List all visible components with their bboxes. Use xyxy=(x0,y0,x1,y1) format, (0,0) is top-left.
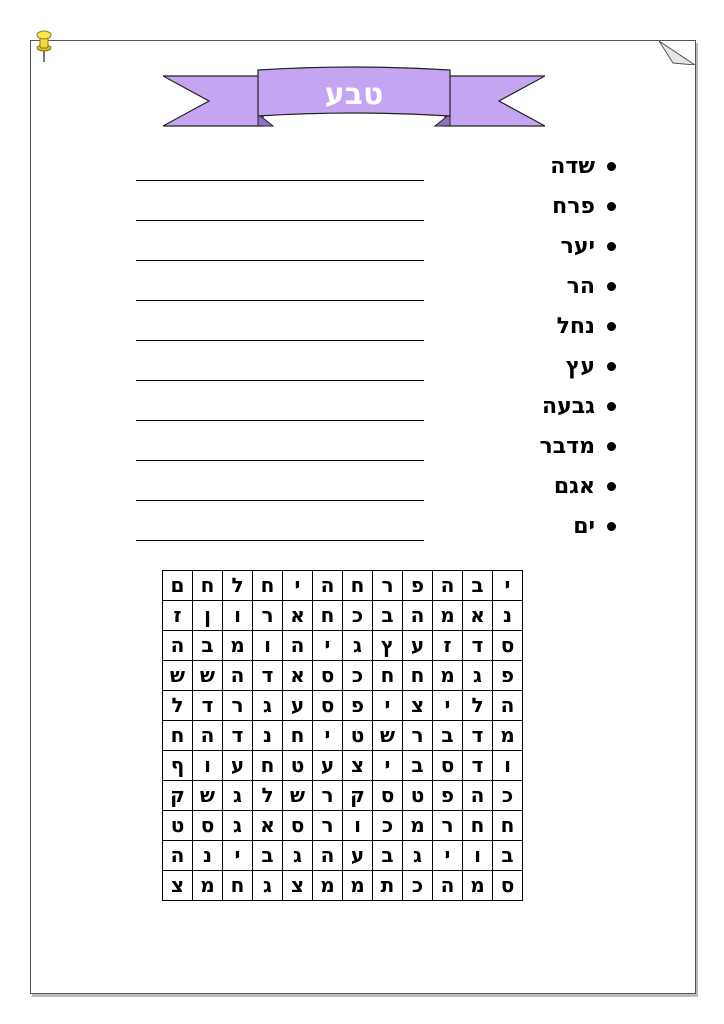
grid-cell[interactable]: ר xyxy=(253,601,283,631)
word-item xyxy=(416,506,616,546)
word-item xyxy=(416,186,616,226)
bullet-icon xyxy=(607,242,616,251)
grid-cell[interactable]: ה xyxy=(493,691,523,721)
grid-cell[interactable]: ד xyxy=(253,661,283,691)
answer-line[interactable] xyxy=(136,146,424,186)
grid-cell[interactable]: ח xyxy=(193,571,223,601)
grid-cell[interactable]: צ xyxy=(343,751,373,781)
grid-cell[interactable]: מ xyxy=(433,661,463,691)
word-item xyxy=(416,226,616,266)
grid-cell[interactable]: ח xyxy=(403,661,433,691)
grid-row xyxy=(163,661,523,691)
grid-cell[interactable]: מ xyxy=(343,871,373,901)
answer-line[interactable] xyxy=(136,266,424,306)
grid-cell[interactable]: ח xyxy=(253,751,283,781)
grid-cell[interactable]: ג xyxy=(253,691,283,721)
word-item xyxy=(416,146,616,186)
grid-cell[interactable]: ג xyxy=(343,631,373,661)
grid-cell[interactable]: ט xyxy=(283,751,313,781)
grid-cell[interactable]: ג xyxy=(463,661,493,691)
grid-cell[interactable]: ב xyxy=(403,751,433,781)
grid-cell[interactable]: ח xyxy=(163,721,193,751)
answer-line[interactable] xyxy=(136,226,424,266)
grid-cell[interactable]: ה xyxy=(433,571,463,601)
grid-cell[interactable]: ק xyxy=(163,781,193,811)
bullet-icon xyxy=(607,482,616,491)
grid-row xyxy=(163,811,523,841)
grid-cell[interactable]: ד xyxy=(463,721,493,751)
grid-cell[interactable]: א xyxy=(463,601,493,631)
grid-cell[interactable]: ח xyxy=(493,811,523,841)
grid-cell[interactable]: ח xyxy=(283,721,313,751)
grid-cell[interactable]: י xyxy=(433,691,463,721)
grid-cell[interactable]: ח xyxy=(313,601,343,631)
grid-cell[interactable]: ג xyxy=(403,841,433,871)
grid-cell[interactable]: ע xyxy=(313,751,343,781)
grid-cell[interactable]: ו xyxy=(343,811,373,841)
answer-line[interactable] xyxy=(136,346,424,386)
word-label: ים xyxy=(573,513,595,539)
word-item xyxy=(416,266,616,306)
grid-cell[interactable]: ה xyxy=(163,631,193,661)
grid-row xyxy=(163,841,523,871)
grid-row xyxy=(163,781,523,811)
grid-cell[interactable]: נ xyxy=(193,841,223,871)
grid-cell[interactable]: ה xyxy=(223,661,253,691)
grid-cell[interactable]: ז xyxy=(433,631,463,661)
bullet-icon xyxy=(607,362,616,371)
grid-cell[interactable]: ל xyxy=(253,781,283,811)
grid-cell[interactable]: פ xyxy=(343,691,373,721)
bullet-icon xyxy=(607,442,616,451)
grid-cell[interactable]: ס xyxy=(313,691,343,721)
grid-cell[interactable]: י xyxy=(433,841,463,871)
grid-cell[interactable]: פ xyxy=(493,661,523,691)
grid-cell[interactable]: צ xyxy=(403,691,433,721)
grid-cell[interactable]: י xyxy=(283,571,313,601)
grid-cell[interactable]: צ xyxy=(283,871,313,901)
grid-cell[interactable]: י xyxy=(223,841,253,871)
grid-cell[interactable]: א xyxy=(283,661,313,691)
grid-cell[interactable]: פ xyxy=(433,781,463,811)
grid-cell[interactable]: ב xyxy=(433,721,463,751)
grid-cell[interactable]: א xyxy=(253,811,283,841)
grid-cell[interactable]: ו xyxy=(493,751,523,781)
grid-row xyxy=(163,721,523,751)
grid-cell[interactable]: ן xyxy=(193,601,223,631)
grid-cell[interactable]: ץ xyxy=(373,631,403,661)
answer-line[interactable] xyxy=(136,306,424,346)
grid-cell[interactable]: ל xyxy=(223,571,253,601)
grid-cell[interactable]: י xyxy=(313,631,343,661)
grid-cell[interactable]: ש xyxy=(193,661,223,691)
grid-row xyxy=(163,631,523,661)
grid-cell[interactable]: ר xyxy=(373,571,403,601)
word-label: גבעה xyxy=(541,393,595,419)
grid-cell[interactable]: ד xyxy=(463,631,493,661)
grid-cell[interactable]: מ xyxy=(193,871,223,901)
word-item xyxy=(416,346,616,386)
grid-cell[interactable]: ס xyxy=(283,811,313,841)
word-item xyxy=(416,466,616,506)
grid-cell[interactable]: ג xyxy=(223,781,253,811)
grid-cell[interactable]: מ xyxy=(433,601,463,631)
bullet-icon xyxy=(607,202,616,211)
grid-cell[interactable]: ג xyxy=(253,871,283,901)
grid-cell[interactable]: ר xyxy=(433,811,463,841)
grid-cell[interactable]: ע xyxy=(403,631,433,661)
grid-cell[interactable]: ם xyxy=(163,571,193,601)
grid-cell[interactable]: ו xyxy=(463,841,493,871)
grid-cell[interactable]: ר xyxy=(223,691,253,721)
grid-cell[interactable]: ט xyxy=(403,781,433,811)
word-label: שדה xyxy=(550,153,595,179)
push-pin-icon xyxy=(34,28,54,64)
grid-cell[interactable]: כ xyxy=(493,781,523,811)
grid-cell[interactable]: ט xyxy=(163,811,193,841)
grid-row xyxy=(163,691,523,721)
word-label: הר xyxy=(566,273,595,299)
answer-line[interactable] xyxy=(136,426,424,466)
grid-cell[interactable]: מ xyxy=(463,871,493,901)
grid-cell[interactable]: ח xyxy=(343,571,373,601)
grid-cell[interactable]: כ xyxy=(343,601,373,631)
grid-cell[interactable]: צ xyxy=(163,871,193,901)
grid-cell[interactable]: ו xyxy=(193,751,223,781)
grid-cell[interactable]: ז xyxy=(163,601,193,631)
grid-cell[interactable]: ה xyxy=(313,571,343,601)
grid-cell[interactable]: י xyxy=(493,571,523,601)
grid-cell[interactable]: כ xyxy=(403,871,433,901)
grid-cell[interactable]: ס xyxy=(373,781,403,811)
answer-line[interactable] xyxy=(136,506,424,546)
grid-cell[interactable]: ס xyxy=(193,811,223,841)
grid-cell[interactable]: ה xyxy=(283,631,313,661)
grid-row xyxy=(163,571,523,601)
grid-cell[interactable]: ע xyxy=(283,691,313,721)
grid-cell[interactable]: ב xyxy=(373,601,403,631)
word-label: מדבר xyxy=(539,433,595,459)
word-label: פרח xyxy=(552,193,595,219)
word-item xyxy=(416,306,616,346)
bullet-icon xyxy=(607,522,616,531)
grid-cell[interactable]: ב xyxy=(493,841,523,871)
grid-cell[interactable]: מ xyxy=(403,811,433,841)
grid-row xyxy=(163,751,523,781)
grid-cell[interactable]: ק xyxy=(343,781,373,811)
grid-cell[interactable]: ב xyxy=(193,631,223,661)
grid-cell[interactable]: ש xyxy=(163,661,193,691)
word-label: נחל xyxy=(556,313,595,339)
word-search-grid xyxy=(162,570,523,901)
bullet-icon xyxy=(607,162,616,171)
word-label: יער xyxy=(560,233,595,259)
grid-cell[interactable]: כ xyxy=(373,811,403,841)
grid-cell[interactable]: פ xyxy=(403,571,433,601)
word-item xyxy=(416,426,616,466)
grid-cell[interactable]: נ xyxy=(253,721,283,751)
grid-cell[interactable]: י xyxy=(373,751,403,781)
grid-row xyxy=(163,871,523,901)
grid-cell[interactable]: י xyxy=(373,691,403,721)
grid-cell[interactable]: ו xyxy=(223,601,253,631)
grid-cell[interactable]: ג xyxy=(283,841,313,871)
grid-cell[interactable]: ס xyxy=(493,631,523,661)
grid-cell[interactable]: ל xyxy=(163,691,193,721)
grid-cell[interactable]: ל xyxy=(463,691,493,721)
grid-cell[interactable]: ד xyxy=(223,721,253,751)
grid-cell[interactable]: ת xyxy=(373,871,403,901)
answer-line[interactable] xyxy=(136,466,424,506)
grid-cell[interactable]: ט xyxy=(343,721,373,751)
answer-lines xyxy=(136,146,424,546)
grid-cell[interactable]: ע xyxy=(343,841,373,871)
grid-cell[interactable]: ש xyxy=(193,781,223,811)
grid-cell[interactable]: ש xyxy=(373,721,403,751)
word-list xyxy=(416,146,616,546)
grid-cell[interactable]: מ xyxy=(493,721,523,751)
grid-cell[interactable]: א xyxy=(283,601,313,631)
answer-line[interactable] xyxy=(136,386,424,426)
grid-cell[interactable]: ס xyxy=(313,661,343,691)
word-item xyxy=(416,386,616,426)
grid-cell[interactable]: ר xyxy=(313,811,343,841)
folded-corner-icon xyxy=(659,41,695,65)
grid-cell[interactable]: ף xyxy=(163,751,193,781)
grid-cell[interactable]: ר xyxy=(313,781,343,811)
bullet-icon xyxy=(607,402,616,411)
grid-cell[interactable]: ב xyxy=(253,841,283,871)
grid-cell[interactable]: ח xyxy=(253,571,283,601)
grid-cell[interactable]: ה xyxy=(433,871,463,901)
grid-cell[interactable]: מ xyxy=(313,871,343,901)
grid-cell[interactable]: כ xyxy=(343,661,373,691)
grid-cell[interactable]: י xyxy=(313,721,343,751)
grid-cell[interactable]: ה xyxy=(163,841,193,871)
grid-cell[interactable]: ד xyxy=(463,751,493,781)
grid-cell[interactable]: מ xyxy=(223,631,253,661)
grid-cell[interactable]: ה xyxy=(313,841,343,871)
grid-cell[interactable]: ד xyxy=(193,691,223,721)
grid-cell[interactable]: ח xyxy=(373,661,403,691)
grid-cell[interactable]: ה xyxy=(403,601,433,631)
grid-cell[interactable]: ה xyxy=(193,721,223,751)
grid-cell[interactable]: ה xyxy=(463,781,493,811)
page-title: טבע xyxy=(324,76,384,112)
word-label: עץ xyxy=(565,353,595,379)
grid-cell[interactable]: ש xyxy=(283,781,313,811)
grid-row xyxy=(163,601,523,631)
grid-cell[interactable]: ג xyxy=(223,811,253,841)
bullet-icon xyxy=(607,282,616,291)
grid-cell[interactable]: ע xyxy=(223,751,253,781)
grid-cell[interactable]: ו xyxy=(253,631,283,661)
answer-line[interactable] xyxy=(136,186,424,226)
grid-cell[interactable]: ב xyxy=(463,571,493,601)
grid-cell[interactable]: ח xyxy=(223,871,253,901)
grid-cell[interactable]: ר xyxy=(403,721,433,751)
bullet-icon xyxy=(607,322,616,331)
grid-cell[interactable]: ס xyxy=(493,871,523,901)
grid-cell[interactable]: ח xyxy=(463,811,493,841)
grid-cell[interactable]: נ xyxy=(493,601,523,631)
grid-cell[interactable]: ב xyxy=(373,841,403,871)
word-label: אגם xyxy=(553,473,595,499)
grid-cell[interactable]: ס xyxy=(433,751,463,781)
